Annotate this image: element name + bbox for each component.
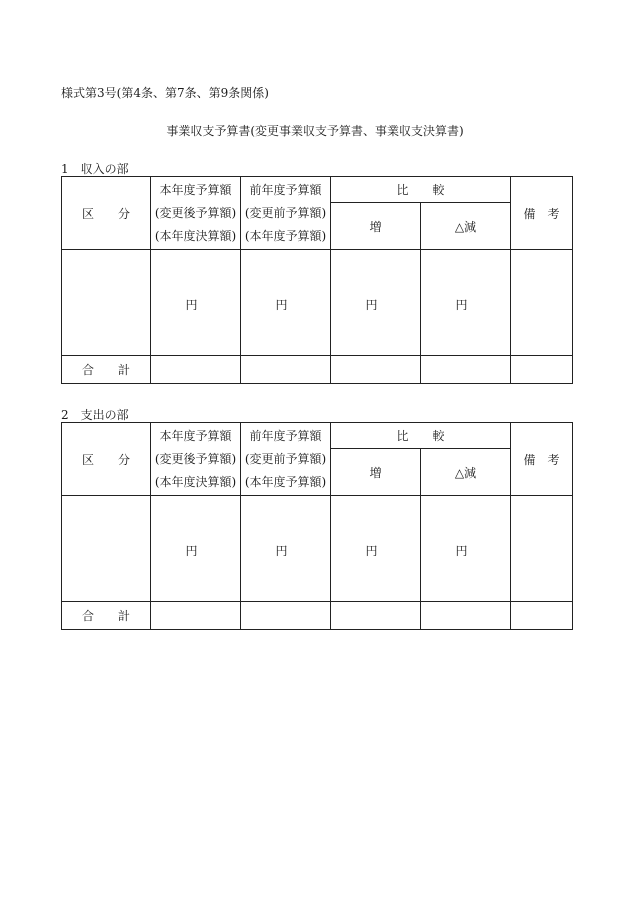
- cell-previous-budget: 円: [241, 250, 331, 356]
- total-previous: [241, 602, 331, 630]
- expense-table: [61, 422, 573, 630]
- cell-increase: 円: [331, 250, 421, 356]
- header-comparison: 比 較: [331, 423, 511, 449]
- cell-category: [62, 496, 151, 602]
- cell-remarks: [511, 250, 573, 356]
- header-category: 区 分: [62, 177, 151, 250]
- total-current: [151, 356, 241, 384]
- header-increase: 増: [331, 449, 421, 496]
- header-comparison: 比 較: [331, 177, 511, 203]
- document-title: 事業収支予算書(変更事業収支予算書、事業収支決算書): [166, 124, 464, 138]
- total-label: 合 計: [62, 356, 151, 384]
- total-increase: [331, 602, 421, 630]
- total-increase: [331, 356, 421, 384]
- header-current-budget: 本年度予算額 (変更後予算額) (本年度決算額): [151, 177, 241, 250]
- header-increase: 増: [331, 203, 421, 250]
- header-current-budget: 本年度予算額 (変更後予算額) (本年度決算額): [151, 423, 241, 496]
- header-remarks: 備 考: [511, 423, 573, 496]
- total-remarks: [511, 602, 573, 630]
- total-decrease: [421, 356, 511, 384]
- total-row: [62, 602, 573, 630]
- cell-decrease: 円: [421, 496, 511, 602]
- cell-decrease: 円: [421, 250, 511, 356]
- total-decrease: [421, 602, 511, 630]
- total-current: [151, 602, 241, 630]
- header-decrease: △減: [421, 203, 511, 250]
- cell-previous-budget: 円: [241, 496, 331, 602]
- cell-increase: 円: [331, 496, 421, 602]
- cell-remarks: [511, 496, 573, 602]
- header-category: 区 分: [62, 423, 151, 496]
- header-previous-budget: 前年度予算額 (変更前予算額) (本年度予算額): [241, 177, 331, 250]
- header-decrease: △減: [421, 449, 511, 496]
- cell-current-budget: 円: [151, 496, 241, 602]
- total-label: 合 計: [62, 602, 151, 630]
- table-row: [62, 496, 573, 602]
- total-row: [62, 356, 573, 384]
- header-previous-budget: 前年度予算額 (変更前予算額) (本年度予算額): [241, 423, 331, 496]
- header-remarks: 備 考: [511, 177, 573, 250]
- total-remarks: [511, 356, 573, 384]
- cell-category: [62, 250, 151, 356]
- section-title-expense: 2 支出の部: [61, 408, 129, 422]
- section-title-income: 1 収入の部: [61, 162, 129, 176]
- table-row: [62, 250, 573, 356]
- form-number: 様式第3号(第4条、第7条、第9条関係): [61, 86, 269, 100]
- income-table: [61, 176, 573, 384]
- total-previous: [241, 356, 331, 384]
- cell-current-budget: 円: [151, 250, 241, 356]
